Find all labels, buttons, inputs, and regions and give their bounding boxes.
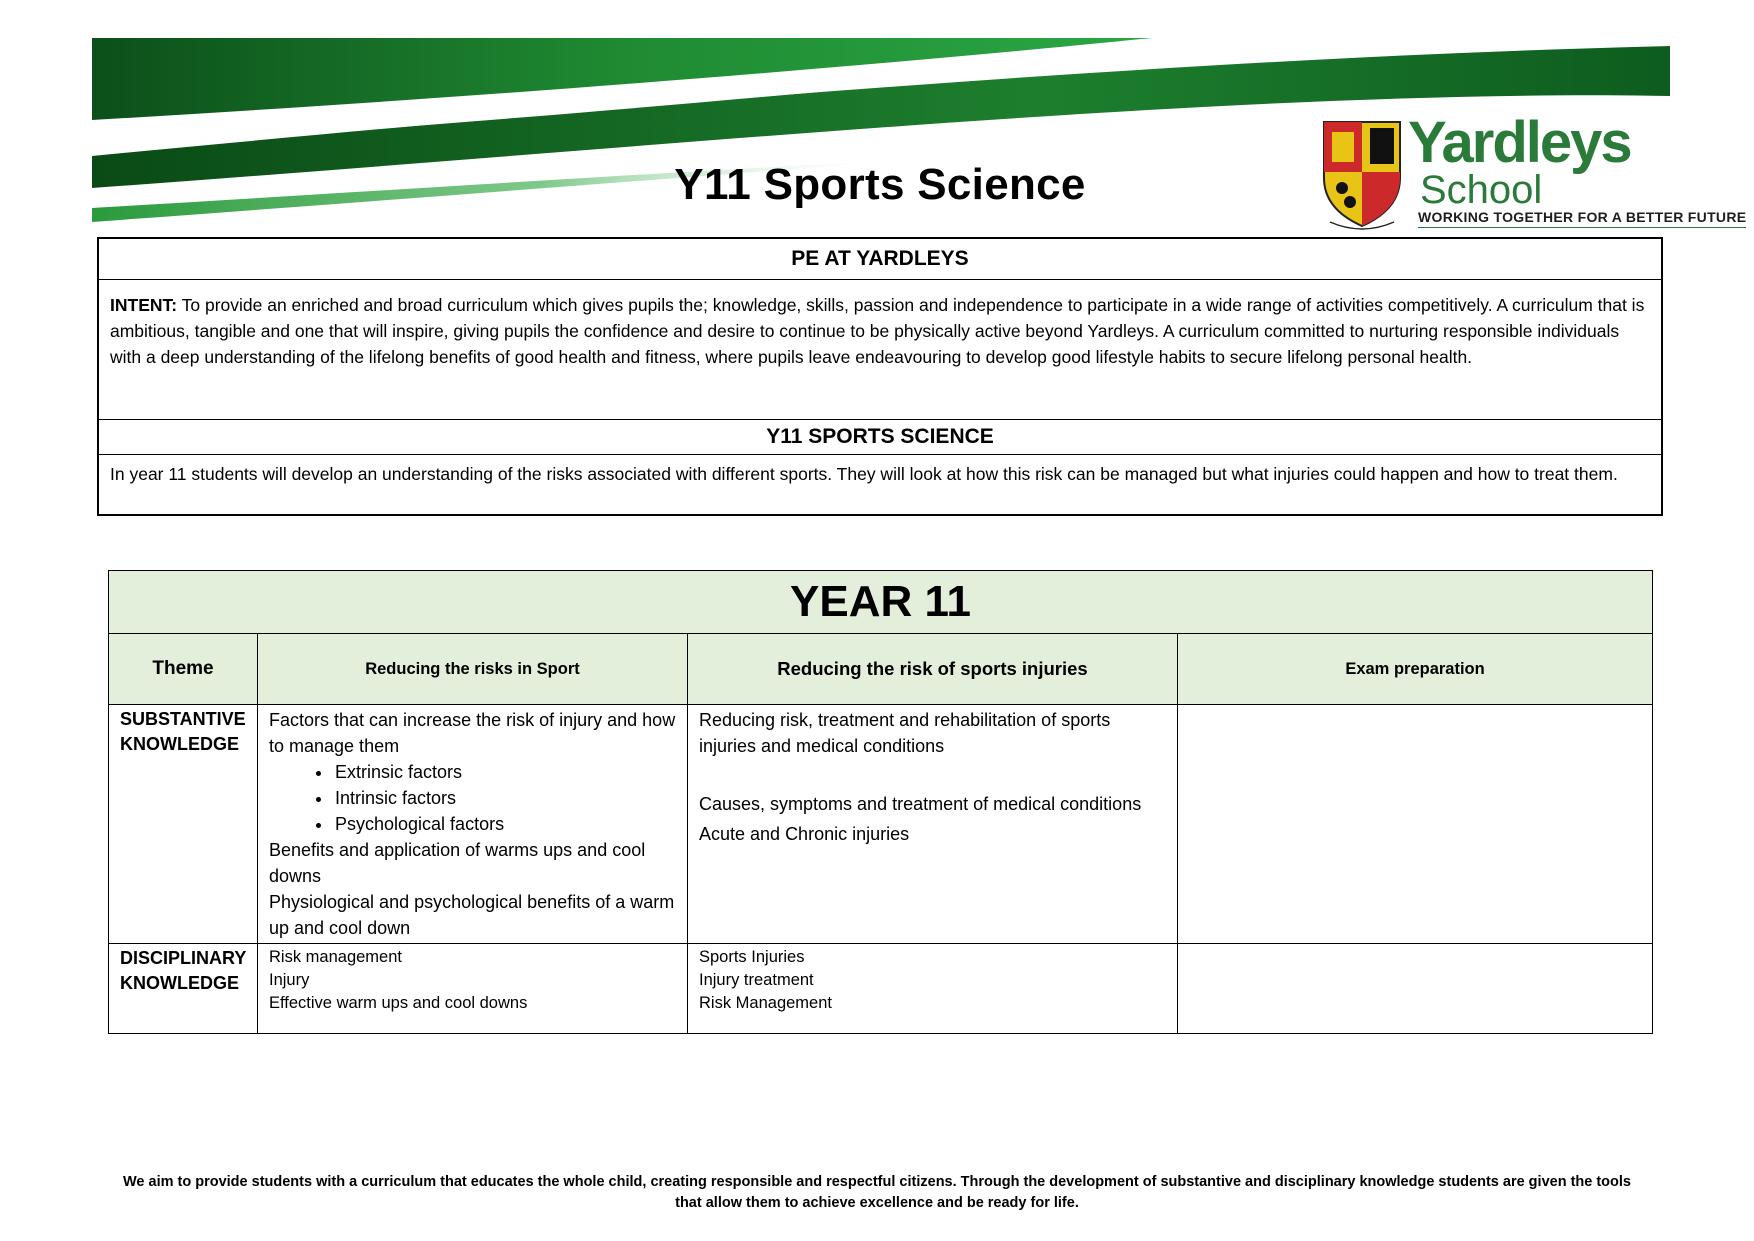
substantive-col2 <box>688 705 1178 944</box>
intent-label: INTENT: <box>110 295 178 315</box>
disciplinary-col1 <box>258 944 688 1034</box>
row-label-line: KNOWLEDGE <box>120 973 239 993</box>
intro-subheading: Y11 SPORTS SCIENCE <box>99 420 1661 455</box>
intro-heading: PE AT YARDLEYS <box>99 239 1661 280</box>
disciplinary-col2 <box>688 944 1178 1034</box>
row-label-line: SUBSTANTIVE <box>120 709 246 729</box>
cell-text: Benefits and application of warms ups and cool downs <box>269 840 646 886</box>
cell-text: Causes, symptoms and treatment of medical conditions Acute and Chronic injuries <box>699 794 1142 844</box>
intro-box <box>97 237 1663 516</box>
intro-sub-text: In year 11 students will develop an understanding of the risks associated with different sports. They will look at how this risk can be managed but what injuries could happen and how to treat them. <box>110 464 1618 484</box>
cell-text: Injury treatment <box>699 971 814 989</box>
table-title: YEAR 11 <box>109 571 1653 634</box>
list-item: • Intrinsic factors <box>333 785 676 811</box>
logo-sub: School <box>1420 168 1543 212</box>
header-col3: Exam preparation <box>1178 634 1653 705</box>
cell-text: Physiological and psychological benefits of a warm up and cool down <box>269 892 675 938</box>
logo-name: Yardleys <box>1408 110 1631 175</box>
header-col1: Reducing the risks in Sport <box>258 634 688 705</box>
list-item: • Psychological factors <box>333 811 676 837</box>
logo-tagline: WORKING TOGETHER FOR A BETTER FUTURE <box>1418 210 1746 228</box>
disciplinary-col3 <box>1178 944 1653 1034</box>
intent-text: To provide an enriched and broad curriculum which gives pupils the; knowledge, skills, passion and independence to participate in a wide range of activities competitively. A curriculum that is ambitious, tangible and one that will inspire, giving pupils the confidence and desire to continue to be physically active beyond Yardleys. A curriculum committed to nurturing responsible individuals with a deep understanding of the lifelong benefits of good health and fitness, where pupils leave endeavouring to develop good lifestyle habits to secure lifelong personal health. <box>110 295 1645 367</box>
cell-text: Factors that can increase the risk of injury and how to manage them <box>269 710 676 756</box>
table-row <box>109 944 1653 1034</box>
footer-statement <box>112 1172 1642 1214</box>
table-row <box>109 705 1653 944</box>
school-logo <box>1320 110 1747 234</box>
page-title: Y11 Sports Science <box>674 160 1086 209</box>
footer-line: We aim to provide students with a curriculum that educates the whole child, creating responsible and respectful citizens. Through the development of substantive and disciplinary knowledge students are given the tools <box>122 1174 1631 1190</box>
header-col2: Reducing the risk of sports injuries <box>688 634 1178 705</box>
cell-text: Injury <box>269 971 310 989</box>
row-label-line: DISCIPLINARY <box>120 948 247 968</box>
cell-text: Risk management <box>269 948 402 966</box>
factor-list <box>269 759 676 837</box>
cell-text: Reducing risk, treatment and rehabilitation of sports injuries and medical conditions <box>699 710 1111 756</box>
row-label-substantive <box>109 705 258 944</box>
year-table <box>108 570 1653 1034</box>
cell-text: Risk Management <box>699 994 832 1012</box>
cell-text: Sports Injuries <box>699 948 805 966</box>
substantive-col1 <box>258 705 688 944</box>
footer-line: that allow them to achieve excellence and be ready for life. <box>675 1195 1079 1211</box>
row-label-line: KNOWLEDGE <box>120 734 239 754</box>
row-label-disciplinary <box>109 944 258 1034</box>
cell-text: Effective warm ups and cool downs <box>269 994 528 1012</box>
header-theme: Theme <box>109 634 258 705</box>
intent-paragraph <box>99 280 1661 420</box>
list-item: • Extrinsic factors <box>333 759 676 785</box>
substantive-col3 <box>1178 705 1653 944</box>
school-crest-icon <box>1320 118 1404 230</box>
